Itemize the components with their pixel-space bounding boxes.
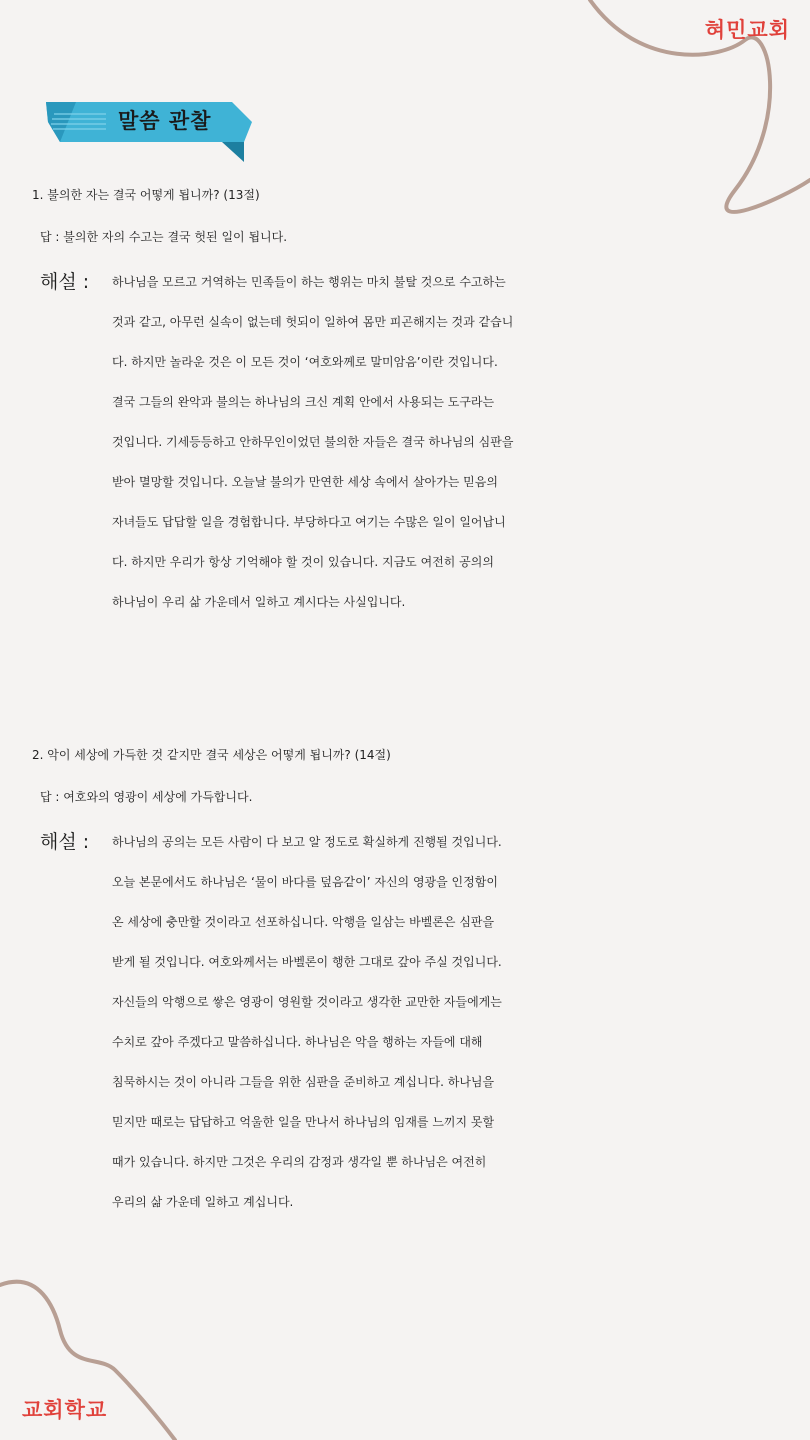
explanation-line: 믿지만 때로는 답답하고 억울한 일을 만나서 하나님의 임재를 느끼지 못할 bbox=[112, 1115, 495, 1129]
explanation-line: 다. 하지만 놀라운 것은 이 모든 것이 ‘여호와께로 말미암음’이란 것입니다. bbox=[112, 355, 498, 369]
explanation-line: 하나님이 우리 삶 가운데서 일하고 계시다는 사실입니다. bbox=[112, 595, 406, 609]
explanation-label: 해설 : bbox=[40, 271, 90, 293]
explanation-line: 받아 멸망할 것입니다. 오늘날 불의가 만연한 세상 속에서 살아가는 믿음의 bbox=[112, 475, 498, 489]
explanation-line: 자신들의 악행으로 쌓은 영광이 영원할 것이라고 생각한 교만한 자들에게는 bbox=[112, 995, 502, 1009]
explanation-line: 결국 그들의 완악과 불의는 하나님의 크신 계획 안에서 사용되는 도구라는 bbox=[112, 395, 495, 409]
explanation-line: 자녀들도 답답할 일을 경험합니다. 부당하다고 여기는 수많은 일이 일어납니 bbox=[112, 515, 506, 529]
question-2: 2. 악이 세상에 가득한 것 같지만 결국 세상은 어떻게 됩니까? (14절) bbox=[32, 748, 391, 762]
explanation-line: 하나님을 모르고 거역하는 민족들이 하는 행위는 마치 불탈 것으로 수고하는 bbox=[112, 275, 506, 289]
church-logo-top: 혀민교회 bbox=[704, 18, 790, 42]
explanation-line: 다. 하지만 우리가 항상 기억해야 할 것이 있습니다. 지금도 여전히 공의의 bbox=[112, 555, 494, 569]
explanation-2 bbox=[40, 822, 802, 1222]
explanation-1 bbox=[40, 262, 802, 622]
section-1 bbox=[32, 180, 802, 622]
section-2 bbox=[32, 740, 802, 1222]
explanation-line: 침묵하시는 것이 아니라 그들을 위한 심판을 준비하고 계십니다. 하나님을 bbox=[112, 1075, 495, 1089]
explanation-line: 하나님의 공의는 모든 사람이 다 보고 알 정도로 확실하게 진행될 것입니다. bbox=[112, 835, 502, 849]
explanation-line: 온 세상에 충만할 것이라고 선포하십니다. 악행을 일삼는 바벨론은 심판을 bbox=[112, 915, 495, 929]
explanation-line: 오늘 본문에서도 하나님은 ‘물이 바다를 덮음같이’ 자신의 영광을 인정함이 bbox=[112, 875, 498, 889]
answer-1: 답 : 불의한 자의 수고는 결국 헛된 일이 됩니다. bbox=[40, 230, 288, 244]
explanation-label: 해설 : bbox=[40, 831, 90, 853]
explanation-line: 수치로 갚아 주겠다고 말씀하십니다. 하나님은 악을 행하는 자들에 대해 bbox=[112, 1035, 483, 1049]
question-1: 1. 불의한 자는 결국 어떻게 됩니까? (13절) bbox=[32, 188, 260, 202]
answer-2: 답 : 여호와의 영광이 세상에 가득합니다. bbox=[40, 790, 253, 804]
explanation-line: 것과 같고, 아무런 실속이 없는데 헛되이 일하여 몸만 피곤해지는 것과 같습니 bbox=[112, 315, 514, 329]
banner-title: 말씀 관찰 bbox=[118, 109, 212, 133]
explanation-line: 때가 있습니다. 하지만 그것은 우리의 감정과 생각일 뿐 하나님은 여전히 bbox=[112, 1155, 487, 1169]
banner-fold bbox=[222, 142, 244, 162]
explanation-line: 받게 될 것입니다. 여호와께서는 바벨론이 행한 그대로 갚아 주실 것입니다. bbox=[112, 955, 502, 969]
explanation-line: 우리의 삶 가운데 일하고 계십니다. bbox=[112, 1195, 294, 1209]
church-school-logo-bottom: 교회학교 bbox=[22, 1398, 108, 1422]
explanation-line: 것입니다. 기세등등하고 안하무인이었던 불의한 자들은 결국 하나님의 심판을 bbox=[112, 435, 514, 449]
